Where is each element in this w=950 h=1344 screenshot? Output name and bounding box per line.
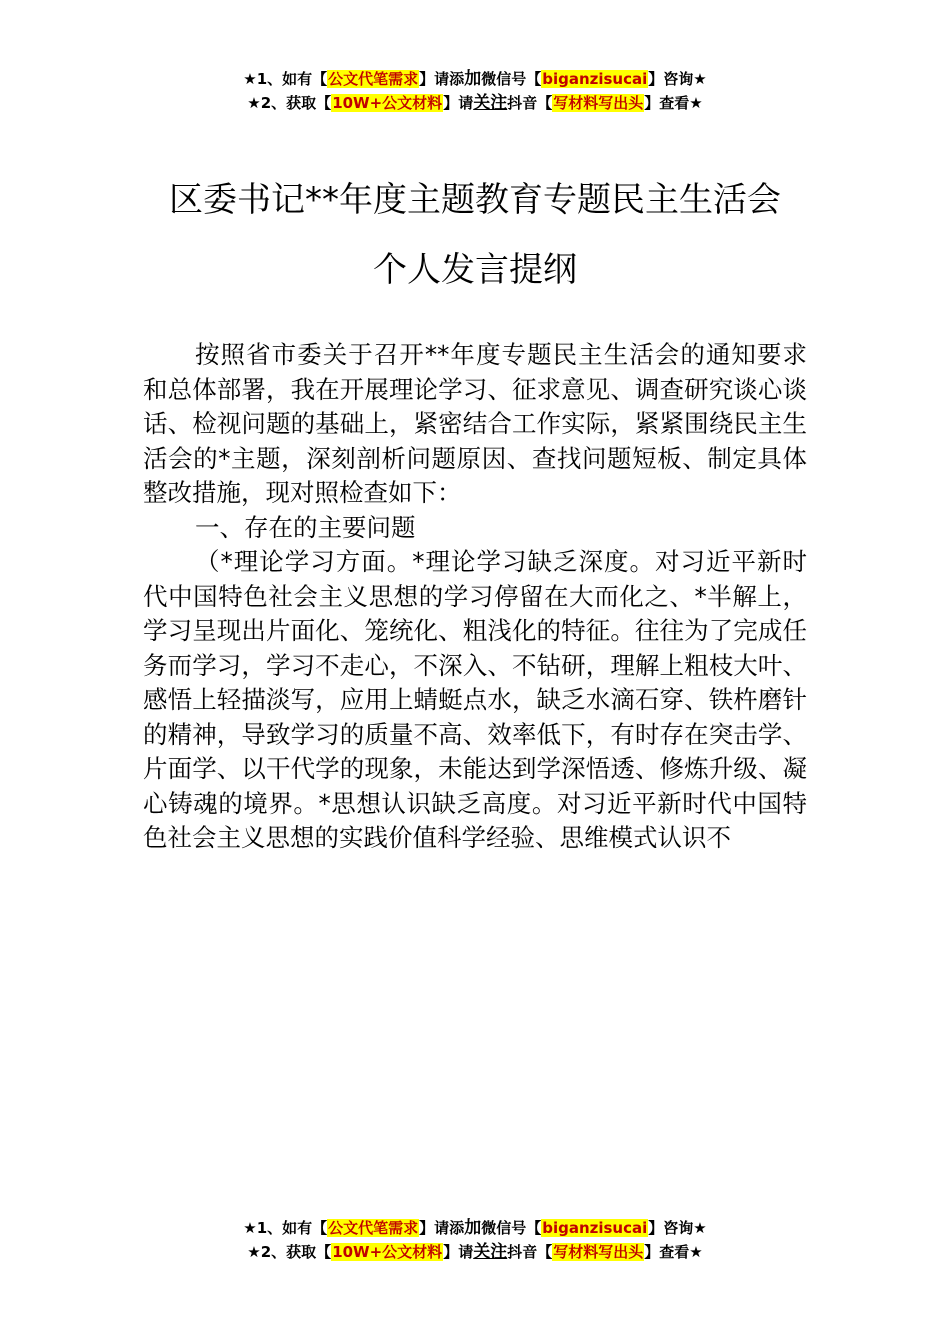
document-title: 区委书记**年度主题教育专题民主生活会 — [169, 180, 781, 220]
highlight-wechat-id: biganzisucai — [542, 70, 648, 88]
banner-line-2: ★2、获取【10W+公文材料】请关注抖音【写材料写出头】查看★ — [247, 93, 703, 113]
intro-paragraph: 按照省市委关于召开**年度专题民主生活会的通知要求和总体部署，我在开展理论学习、征求意见、调查研究谈心谈话、检视问题的基础上，紧密结合工作实际，紧紧围绕民主生活会的*主题，深刻剖析问题原因、查找问题短板、制定具体整改措施，现对照检查如下： — [143, 340, 807, 507]
header-banner — [0, 67, 950, 115]
section-heading: 一、存在的主要问题 — [195, 512, 416, 542]
highlight-materials: 10W+公文材料 — [332, 1243, 443, 1261]
banner-line-2: ★2、获取【10W+公文材料】请关注抖音【写材料写出头】查看★ — [247, 1242, 703, 1262]
highlight-materials: 10W+公文材料 — [332, 94, 443, 112]
banner-line-1: ★1、如有【公文代笔需求】请添加微信号【biganzisucai】咨询★ — [243, 1218, 707, 1238]
highlight-wechat-id: biganzisucai — [542, 1219, 648, 1237]
banner-line-1: ★1、如有【公文代笔需求】请添加微信号【biganzisucai】咨询★ — [243, 69, 707, 89]
highlight-douyin-account: 写材料写出头 — [553, 1243, 644, 1261]
highlight-writing-service: 公文代笔需求 — [328, 1219, 419, 1237]
highlight-writing-service: 公文代笔需求 — [328, 70, 419, 88]
footer-banner — [0, 1216, 950, 1264]
document-subtitle: 个人发言提纲 — [373, 250, 577, 290]
body-paragraph: （*理论学习方面。*理论学习缺乏深度。对习近平新时代中国特色社会主义思想的学习停留在大而化之、*半解上，学习呈现出片面化、笼统化、粗浅化的特征。往往为了完成任务而学习，学习不走心，不深入、不钻研，理解上粗枝大叶、感悟上轻描淡写，应用上蜻蜓点水，缺乏水滴石穿、铁杵磨针的精神，导致学习的质量不高、效率低下，有时存在突击学、片面学、以干代学的现象，未能达到学深悟透、修炼升级、凝心铸魂的境界。*思想认识缺乏高度。对习近平新时代中国特色社会主义思想的实践价值科学经验、思维模式认识不 — [143, 547, 807, 852]
highlight-douyin-account: 写材料写出头 — [553, 94, 644, 112]
document-body — [143, 338, 807, 856]
